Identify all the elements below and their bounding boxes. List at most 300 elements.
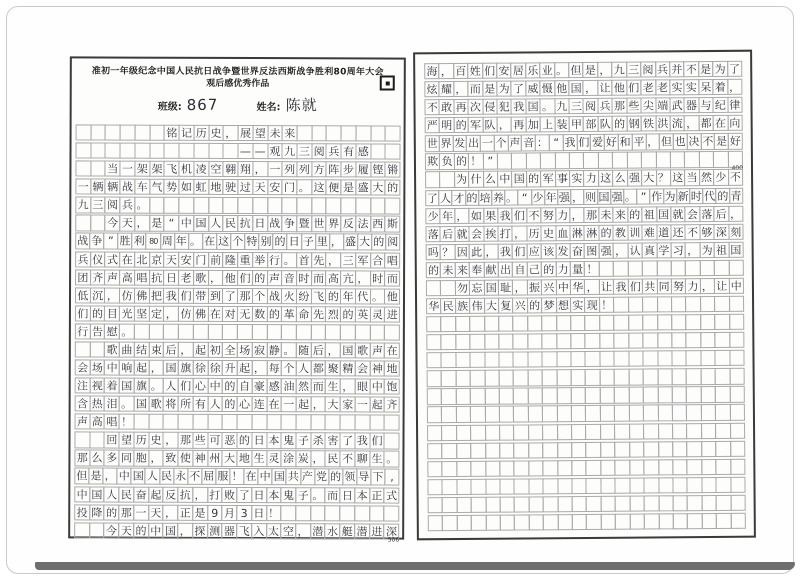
grid-cell: 抗 — [149, 269, 165, 285]
grid-cell: 旗 — [134, 378, 150, 394]
grid-cell — [730, 422, 746, 438]
grid-cell — [644, 495, 660, 511]
grid-cell: 向 — [727, 115, 743, 131]
grid-cell: ， — [325, 342, 341, 358]
grid-cell: 安 — [267, 179, 283, 195]
grid-cell: 炫 — [424, 81, 440, 97]
grid-row — [424, 97, 741, 116]
grid-row — [428, 495, 745, 514]
grid-cell — [89, 522, 105, 538]
grid-cell: 徐 — [193, 360, 209, 376]
grid-cell: 英 — [355, 306, 371, 322]
grid-cell: 为 — [712, 61, 728, 77]
grid-cell: 胞 — [133, 450, 149, 466]
grid-cell — [685, 260, 701, 276]
grid-cell: 锵 — [385, 162, 401, 178]
grid-cell: 9 — [207, 505, 223, 521]
grid-cell: 奉 — [469, 262, 485, 278]
grid-cell: 队 — [597, 116, 613, 132]
grid-cell — [485, 424, 501, 440]
grid-cell: 将 — [163, 396, 179, 412]
grid-cell — [657, 314, 673, 330]
grid-cell: 训 — [627, 224, 643, 240]
grid-cell: 日 — [252, 215, 268, 231]
grid-cell: 后 — [713, 205, 729, 221]
grid-cell — [571, 405, 587, 421]
grid-cell — [629, 459, 645, 475]
grid-cell: 飞 — [236, 523, 252, 539]
grid-cell: 了 — [511, 81, 527, 97]
grid-cell — [513, 316, 529, 332]
grid-cell — [556, 351, 572, 367]
grid-cell: 呆 — [698, 79, 714, 95]
grid-row — [75, 215, 399, 232]
grid-cell: 的 — [272, 234, 287, 250]
grid-cell — [685, 314, 701, 330]
grid-cell: 含 — [75, 396, 91, 412]
grid-cell: 3 — [236, 505, 252, 521]
grid-cell: 先 — [311, 306, 327, 322]
grid-cell — [600, 459, 616, 475]
grid-cell — [485, 478, 501, 494]
grid-cell: 习 — [670, 242, 686, 258]
grid-cell — [643, 459, 659, 475]
grid-cell: 我 — [613, 279, 629, 295]
grid-cell — [541, 315, 557, 331]
grid-cell — [456, 497, 472, 513]
grid-cell: 革 — [281, 306, 297, 322]
grid-cell — [340, 324, 356, 340]
grid-cell — [686, 405, 702, 421]
grid-cell: 在 — [208, 306, 224, 322]
grid-cell: 歌 — [104, 341, 120, 357]
grid-cell: 们 — [512, 207, 528, 223]
grid-cell — [701, 441, 717, 457]
grid-cell: 百 — [453, 63, 469, 79]
grid-cell — [716, 477, 732, 493]
grid-cell — [686, 423, 702, 439]
grid-cell: 天 — [148, 504, 164, 520]
grid-cell — [266, 414, 282, 430]
grid-cell: 辆 — [90, 179, 106, 195]
grid-cell — [442, 515, 458, 531]
grid-cell: 家 — [340, 397, 356, 413]
grid-cell — [455, 370, 471, 386]
grid-cell: 日 — [251, 487, 267, 503]
grid-cell — [613, 261, 629, 277]
grid-cell — [325, 505, 341, 521]
grid-cell — [528, 478, 544, 494]
grid-cell — [90, 215, 106, 231]
grid-cell — [570, 315, 586, 331]
grid-cell: 欺 — [425, 154, 441, 170]
grid-cell: 观 — [267, 143, 283, 159]
grid-cell: 部 — [583, 116, 599, 132]
grid-cell: 子 — [295, 433, 311, 449]
grid-cell — [163, 324, 179, 340]
grid-cell: 力 — [555, 261, 571, 277]
grid-cell: 特 — [244, 233, 259, 249]
grid-cell: 豪 — [251, 378, 267, 394]
grid-cell: 一 — [133, 504, 149, 520]
grid-cell: 目 — [104, 305, 120, 321]
grid-cell: 让 — [714, 278, 730, 294]
class-value: 867 — [186, 95, 219, 114]
grid-cell: 国 — [163, 522, 179, 538]
grid-cell: 中 — [258, 469, 273, 485]
grid-cell: 争 — [282, 216, 298, 232]
grid-cell — [499, 460, 515, 476]
grid-cell: 列 — [282, 161, 298, 177]
grid-cell: 每 — [266, 360, 282, 376]
grid-cell: 祖 — [714, 242, 730, 258]
grid-cell: 望 — [252, 125, 268, 141]
grid-row — [424, 61, 741, 80]
grid-cell: 。 — [504, 189, 518, 205]
grid-cell: ” — [483, 153, 499, 169]
grid-cell: 全 — [222, 342, 238, 358]
grid-cell — [686, 350, 702, 366]
grid-cell — [570, 333, 586, 349]
grid-cell: 探 — [192, 523, 208, 539]
grid-cell: 都 — [698, 115, 714, 131]
grid-cell — [528, 442, 544, 458]
grid-cell — [528, 388, 544, 404]
grid-cell: 和 — [618, 134, 633, 150]
grid-cell — [729, 386, 745, 402]
grid-cell — [586, 514, 602, 530]
grid-cell: ， — [177, 523, 193, 539]
grid-row — [74, 432, 398, 449]
grid-cell — [426, 352, 442, 368]
grid-cell: 高 — [89, 414, 105, 430]
grid-cell — [164, 143, 180, 159]
grid-cell: 低 — [75, 287, 91, 303]
grid-cell: 大 — [641, 170, 657, 186]
grid-cell — [715, 350, 731, 366]
grid-cell: 再 — [511, 117, 527, 133]
grid-cell: 振 — [527, 279, 543, 295]
grid-cell — [641, 152, 657, 168]
grid-row — [74, 450, 398, 467]
grid-cell — [730, 477, 746, 493]
grid-cell: 了 — [425, 190, 439, 206]
grid-cell — [644, 477, 660, 493]
grid-cell: 里 — [315, 234, 330, 250]
grid-cell: 尖 — [641, 98, 657, 114]
grid-cell: 大 — [484, 298, 500, 314]
grid-cell: 一 — [120, 161, 136, 177]
grid-cell: 再 — [453, 99, 469, 115]
grid-cell — [500, 496, 516, 512]
grid-cell: 带 — [193, 288, 209, 304]
grid-cell: 战 — [120, 179, 136, 195]
grid-cell: 烈 — [325, 306, 341, 322]
grid-cell: 聚 — [325, 360, 341, 376]
grid-row — [426, 332, 743, 351]
grid-cell — [730, 440, 746, 456]
grid-cell: 的 — [454, 153, 470, 169]
grid-cell — [598, 152, 614, 168]
grid-cell — [555, 153, 571, 169]
grid-cell: 因 — [454, 244, 470, 260]
grid-cell — [369, 505, 385, 521]
grid-cell: 的 — [325, 288, 341, 304]
grid-cell: 后 — [311, 342, 327, 358]
grid-cell: 在 — [713, 115, 729, 131]
grid-cell: 的 — [426, 262, 442, 278]
grid-cell — [441, 406, 457, 422]
grid-cell — [585, 315, 601, 331]
grid-cell — [470, 406, 486, 422]
grid-cell: 的 — [612, 116, 628, 132]
grid-cell: 们 — [576, 134, 591, 150]
grid-cell — [237, 324, 253, 340]
grid-cell: ” — [636, 188, 650, 204]
grid-cell: 忘 — [469, 280, 485, 296]
grid-cell — [485, 497, 501, 513]
grid-cell — [90, 124, 106, 140]
grid-cell: 亢 — [340, 270, 356, 286]
grid-cell: 次 — [468, 99, 484, 115]
grid-cell: 这 — [598, 170, 614, 186]
grid-cell: 视 — [89, 378, 105, 394]
grid-cell — [614, 405, 630, 421]
grid-cell: 的 — [527, 297, 543, 313]
grid-cell — [326, 198, 342, 214]
grid-cell: 架 — [149, 161, 165, 177]
grid-cell: 一 — [75, 179, 91, 195]
grid-cell: 是 — [192, 504, 208, 520]
grid-cell: ， — [727, 79, 743, 95]
grid-cell: 发 — [452, 135, 467, 151]
grid-cell: 会 — [469, 225, 485, 241]
grid-cell: 一 — [355, 397, 371, 413]
grid-cell: 州 — [207, 450, 223, 466]
grid-cell: 但 — [74, 468, 89, 484]
grid-cell — [586, 496, 602, 512]
grid-cell: ， — [295, 523, 311, 539]
grid-cell: 中 — [728, 278, 744, 294]
grid-cell: 事 — [555, 171, 571, 187]
grid-cell — [729, 368, 745, 384]
grid-cell: 是 — [482, 81, 498, 97]
grid-cell — [687, 477, 703, 493]
grid-row — [427, 404, 744, 423]
grid-cell: 降 — [89, 504, 105, 520]
grid-cell: 我 — [354, 433, 370, 449]
grid-cell: 上 — [540, 116, 556, 132]
char-count-marker: 400 — [731, 164, 744, 172]
grid-cell: ， — [512, 279, 528, 295]
grid-cell: 们 — [178, 378, 194, 394]
grid-cell — [700, 368, 716, 384]
grid-cell — [296, 198, 312, 214]
grid-cell — [281, 324, 297, 340]
grid-cell: 兵 — [119, 197, 135, 213]
grid-cell: 兵 — [75, 251, 91, 267]
grid-cell — [614, 333, 630, 349]
grid-cell — [687, 513, 703, 529]
grid-cell — [715, 422, 731, 438]
grid-cell: 自 — [237, 378, 253, 394]
grid-cell — [340, 415, 356, 431]
grid-cell: 首 — [296, 252, 312, 268]
grid-cell: 不 — [683, 61, 699, 77]
grid-cell: 静 — [266, 342, 282, 358]
grid-cell — [455, 334, 471, 350]
grid-cell: 。 — [119, 396, 135, 412]
grid-cell — [614, 351, 630, 367]
grid-cell — [714, 332, 730, 348]
grid-cell: 热 — [89, 396, 105, 412]
grid-cell — [585, 405, 601, 421]
grid-cell — [163, 414, 179, 430]
grid-cell: 多 — [104, 450, 120, 466]
grid-cell — [528, 424, 544, 440]
grid-cell — [571, 424, 587, 440]
grid-cell: 杀 — [310, 433, 326, 449]
grid-cell: 今 — [104, 522, 120, 538]
page-header — [72, 58, 404, 123]
grid-cell: 进 — [384, 306, 400, 322]
grid-cell — [442, 497, 458, 513]
grid-cell — [370, 198, 386, 214]
grid-cell: ： — [535, 135, 550, 151]
grid-cell — [700, 386, 716, 402]
grid-cell — [526, 153, 542, 169]
grid-cell — [601, 514, 617, 530]
grid-cell: 个 — [494, 135, 509, 151]
grid-cell — [282, 197, 298, 213]
grid-cell: 着 — [712, 79, 728, 95]
grid-row — [75, 143, 399, 160]
grid-cell: 不 — [728, 169, 744, 185]
grid-cell: 响 — [119, 360, 135, 376]
grid-cell: 新 — [676, 188, 690, 204]
grid-cell: 史 — [541, 225, 557, 241]
grid-cell: 少 — [425, 208, 441, 224]
grid-cell — [670, 152, 686, 168]
grid-row — [75, 161, 399, 178]
grid-cell: 鬼 — [281, 432, 297, 448]
grid-cell: 歌 — [148, 396, 164, 412]
grid-cell: 他 — [222, 270, 238, 286]
grid-cell: 三 — [90, 197, 106, 213]
grid-cell: 本 — [266, 487, 282, 503]
grid-cell — [470, 370, 486, 386]
grid-cell: 史 — [148, 432, 164, 448]
grid-cell — [557, 406, 573, 422]
grid-cell — [557, 424, 573, 440]
grid-cell: 兴 — [512, 297, 528, 313]
grid-cell — [571, 369, 587, 385]
grid-cell: 的 — [598, 224, 614, 240]
grid-cell: 本 — [266, 432, 282, 448]
grid-cell: 着 — [104, 378, 120, 394]
grid-cell: 下 — [370, 469, 385, 485]
grid-cell — [385, 198, 401, 214]
grid-cell — [178, 414, 194, 430]
grid-cell: 为 — [663, 188, 677, 204]
grid-cell: 代 — [702, 188, 716, 204]
grid-cell — [713, 151, 729, 167]
grid-cell: 太 — [266, 523, 282, 539]
grid-cell — [600, 441, 616, 457]
grid-cell — [441, 316, 457, 332]
grid-cell — [471, 515, 487, 531]
grid-cell: 隆 — [222, 251, 238, 267]
grid-cell: 洪 — [655, 116, 671, 132]
grid-cell: 潜 — [354, 523, 370, 539]
grid-cell: 唱 — [385, 252, 401, 268]
grid-cell — [671, 350, 687, 366]
grid-cell: 所 — [178, 396, 194, 412]
grid-cell: 国 — [525, 98, 541, 114]
grid-cell: 对 — [222, 306, 238, 322]
grid-row — [75, 359, 399, 376]
name-label: 姓名: — [256, 101, 281, 113]
grid-row — [427, 440, 744, 459]
grid-cell: 80 — [146, 233, 161, 249]
grid-cell — [585, 351, 601, 367]
grid-cell: ， — [583, 80, 599, 96]
grid-cell: 场 — [89, 360, 105, 376]
grid-cell: ， — [728, 205, 744, 221]
essay-page-1 — [68, 56, 406, 544]
grid-cell: 力 — [685, 278, 701, 294]
grid-cell: 国 — [119, 378, 135, 394]
grid-cell — [385, 144, 401, 160]
grid-cell: 潜 — [310, 523, 326, 539]
grid-cell — [586, 460, 602, 476]
grid-cell — [542, 351, 558, 367]
grid-cell: 导 — [356, 469, 371, 485]
grid-cell — [643, 369, 659, 385]
grid-cell: 们 — [626, 80, 642, 96]
grid-cell — [456, 424, 472, 440]
grid-cell: 个 — [230, 233, 245, 249]
grid-cell: 。 — [554, 62, 570, 78]
grid-cell: ， — [223, 125, 239, 141]
grid-cell — [585, 387, 601, 403]
grid-row — [75, 414, 399, 431]
grid-row — [75, 233, 399, 250]
grid-cell — [571, 351, 587, 367]
grid-cell — [134, 143, 150, 159]
grid-cell: 束 — [148, 342, 164, 358]
grid-cell: 淋 — [570, 225, 586, 241]
grid-cell: 当 — [684, 170, 700, 186]
grid-cell: 。 — [296, 179, 312, 195]
grid-cell: 为 — [496, 81, 512, 97]
grid-cell: ？ — [440, 244, 456, 260]
grid-cell — [628, 369, 644, 385]
grid-cell: 的 — [252, 270, 268, 286]
grid-cell: 起 — [193, 342, 209, 358]
grid-cell: 是 — [149, 215, 165, 231]
grid-cell: 但 — [659, 134, 674, 150]
grid-cell — [600, 405, 616, 421]
grid-cell — [355, 198, 371, 214]
grid-cell — [557, 442, 573, 458]
grid-cell: 记 — [179, 125, 195, 141]
grid-cell: 复 — [498, 298, 514, 314]
grid-cell: 三 — [626, 62, 642, 78]
grid-cell: 还 — [670, 224, 686, 240]
grid-cell: 来 — [613, 206, 629, 222]
grid-cell — [513, 334, 529, 350]
